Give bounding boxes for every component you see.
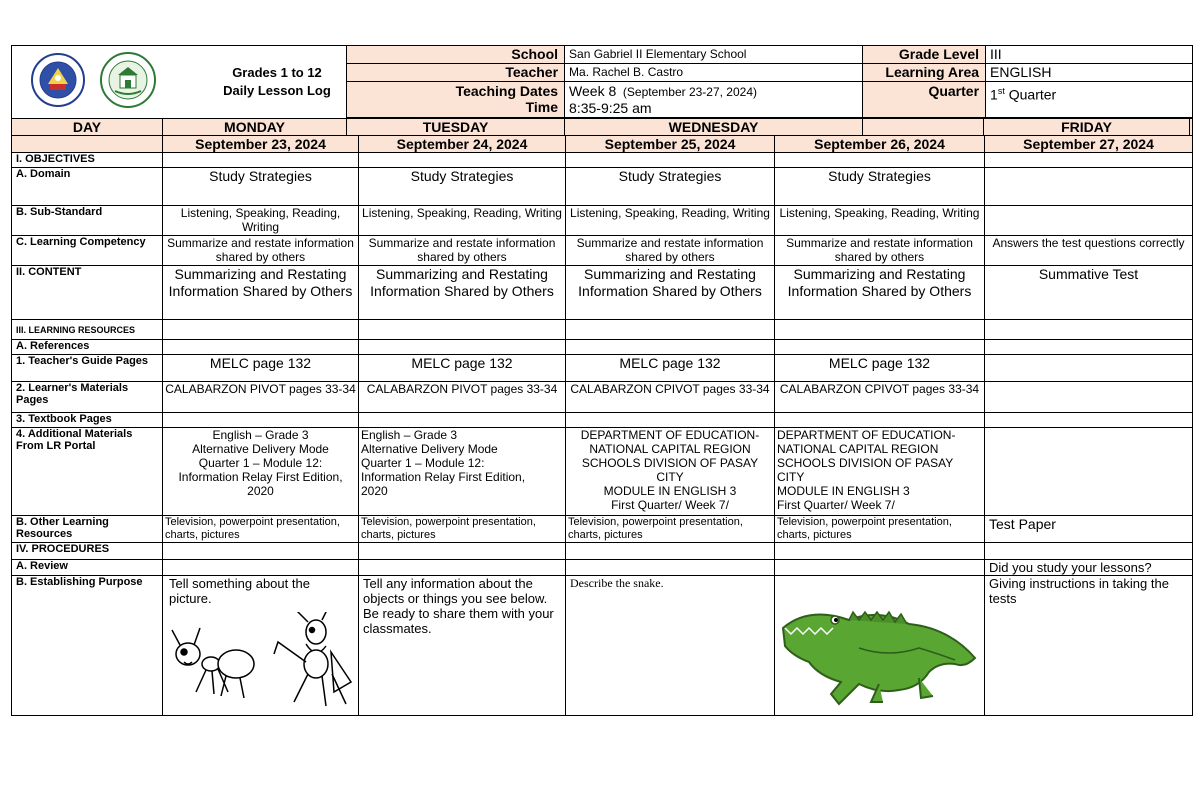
references-label: A. References [12, 340, 163, 355]
comp-wed: Summarize and restate information shared by others [566, 236, 775, 266]
grade-value: III [986, 46, 1193, 64]
area-label: Learning Area [863, 64, 986, 82]
domain-wed: Study Strategies [566, 168, 775, 206]
purpose-mon-cell [163, 576, 359, 716]
domain-tue: Study Strategies [359, 168, 566, 206]
objectives-heading: I. OBJECTIVES [12, 153, 163, 168]
quarter-sup: st [997, 86, 1005, 96]
title-line1: Grades 1 to 12 [232, 65, 322, 80]
lm-wed: CALABARZON CPIVOT pages 33-34 [566, 382, 775, 413]
school-seal-icon [99, 51, 157, 109]
ants-image [166, 612, 356, 710]
quarter-value [986, 82, 1193, 118]
other-label: B. Other Learning Resources [12, 516, 163, 543]
comp-mon: Summarize and restate information shared by others [163, 236, 359, 266]
other-thu: Television, powerpoint presentation, charts, pictures [775, 516, 985, 543]
quarter-word: Quarter [1008, 86, 1057, 103]
time-value: 8:35-9:25 am [569, 100, 652, 116]
dates-time-label [347, 82, 565, 118]
date-wednesday: September 25, 2024 [566, 136, 775, 153]
comp-fri: Answers the test questions correctly [985, 236, 1193, 266]
content-tue: Summarizing and Restating Information Shared by Others [359, 266, 566, 320]
substd-tue: Listening, Speaking, Reading, Writing [359, 206, 566, 236]
tg-tue: MELC page 132 [359, 355, 566, 382]
daily-lesson-log [11, 45, 1192, 716]
tg-mon: MELC page 132 [163, 355, 359, 382]
dates-label: Teaching Dates [455, 83, 559, 99]
header-brand [12, 46, 347, 119]
content-mon: Summarizing and Restating Information Shared by Others [163, 266, 359, 320]
tg-wed: MELC page 132 [566, 355, 775, 382]
dates-time-value [565, 82, 863, 118]
substd-thu: Listening, Speaking, Reading, Writing [775, 206, 985, 236]
purpose-fri: Giving instructions in taking the tests [985, 576, 1193, 716]
add-label: 4. Additional Materials From LR Portal [12, 428, 163, 516]
content-thu: Summarizing and Restating Information Shared by Others [775, 266, 985, 320]
add-tue: English – Grade 3 Alternative Delivery Mode Quarter 1 – Module 12: Information Relay First Edition, 2020 [359, 428, 566, 516]
domain-fri [985, 168, 1193, 206]
lm-thu: CALABARZON CPIVOT pages 33-34 [775, 382, 985, 413]
lesson-body [11, 135, 1193, 716]
purpose-wed: Describe the snake. [566, 576, 775, 716]
substd-label: B. Sub-Standard [12, 206, 163, 236]
date-thursday: September 26, 2024 [775, 136, 985, 153]
add-mon: English – Grade 3 Alternative Delivery Mode Quarter 1 – Module 12: Information Relay First Edition, 2020 [163, 428, 359, 516]
tg-fri [985, 355, 1193, 382]
other-tue: Television, powerpoint presentation, charts, pictures [359, 516, 566, 543]
lm-fri [985, 382, 1193, 413]
teacher-value: Ma. Rachel B. Castro [565, 64, 863, 82]
dates-detail: (September 23-27, 2024) [622, 85, 758, 99]
crocodile-image [779, 598, 979, 710]
grade-label: Grade Level [863, 46, 986, 64]
day-tuesday: TUESDAY [347, 119, 565, 136]
procedures-heading: IV. PROCEDURES [12, 543, 163, 560]
time-label: Time [525, 99, 559, 115]
domain-label: A. Domain [12, 168, 163, 206]
day-friday-cell [983, 118, 1190, 135]
purpose-label: B. Establishing Purpose [12, 576, 163, 716]
domain-thu: Study Strategies [775, 168, 985, 206]
day-wednesday: WEDNESDAY [565, 119, 863, 136]
day-monday: MONDAY [163, 119, 347, 136]
substd-fri [985, 206, 1193, 236]
review-fri: Did you study your lessons? [985, 560, 1193, 576]
day-label: DAY [12, 119, 163, 136]
date-monday: September 23, 2024 [163, 136, 359, 153]
tb-label: 3. Textbook Pages [12, 413, 163, 428]
school-label: School [347, 46, 565, 64]
lm-label: 2. Learner's Materials Pages [12, 382, 163, 413]
quarter-num: 1 [990, 86, 998, 103]
dates-value: Week 8 [569, 83, 617, 99]
purpose-mon: Tell something about the picture. [169, 576, 310, 606]
lm-mon: CALABARZON PIVOT pages 33-34 [163, 382, 359, 413]
title-line2: Daily Lesson Log [223, 83, 331, 98]
content-wed: Summarizing and Restating Information Shared by Others [566, 266, 775, 320]
add-wed: DEPARTMENT OF EDUCATION- NATIONAL CAPITAL REGION SCHOOLS DIVISION OF PASAY CITY MODULE IN ENGLISH 3 First Quarter/ Week 7/ [566, 428, 775, 516]
date-friday: September 27, 2024 [985, 136, 1193, 153]
purpose-thu-cell [775, 576, 985, 716]
content-label: II. CONTENT [12, 266, 163, 320]
substd-mon: Listening, Speaking, Reading, Writing [163, 206, 359, 236]
date-tuesday: September 24, 2024 [359, 136, 566, 153]
domain-mon: Study Strategies [163, 168, 359, 206]
teacher-label: Teacher [347, 64, 565, 82]
comp-tue: Summarize and restate information shared by others [359, 236, 566, 266]
comp-thu: Summarize and restate information shared by others [775, 236, 985, 266]
day-friday: FRIDAY [1061, 119, 1112, 135]
review-label: A. Review [12, 560, 163, 576]
other-fri: Test Paper [985, 516, 1193, 543]
area-value: ENGLISH [986, 64, 1193, 82]
substd-wed: Listening, Speaking, Reading, Writing [566, 206, 775, 236]
content-fri: Summative Test [985, 266, 1193, 320]
school-value: San Gabriel II Elementary School [565, 46, 863, 64]
add-thu: DEPARTMENT OF EDUCATION- NATIONAL CAPITAL REGION SCHOOLS DIVISION OF PASAY CITY MODULE IN ENGLISH 3 First Quarter/ Week 7/ [775, 428, 985, 516]
tg-thu: MELC page 132 [775, 355, 985, 382]
lm-tue: CALABARZON PIVOT pages 33-34 [359, 382, 566, 413]
comp-label: C. Learning Competency [12, 236, 163, 266]
quarter-label: Quarter [863, 82, 986, 118]
purpose-tue: Tell any information about the objects or things you see below. Be ready to share them with your classmates. [359, 576, 566, 716]
resources-heading: III. LEARNING RESOURCES [12, 320, 163, 340]
deped-seal-icon [30, 52, 86, 108]
other-mon: Television, powerpoint presentation, charts, pictures [163, 516, 359, 543]
tg-label: 1. Teacher's Guide Pages [12, 355, 163, 382]
other-wed: Television, powerpoint presentation, charts, pictures [566, 516, 775, 543]
